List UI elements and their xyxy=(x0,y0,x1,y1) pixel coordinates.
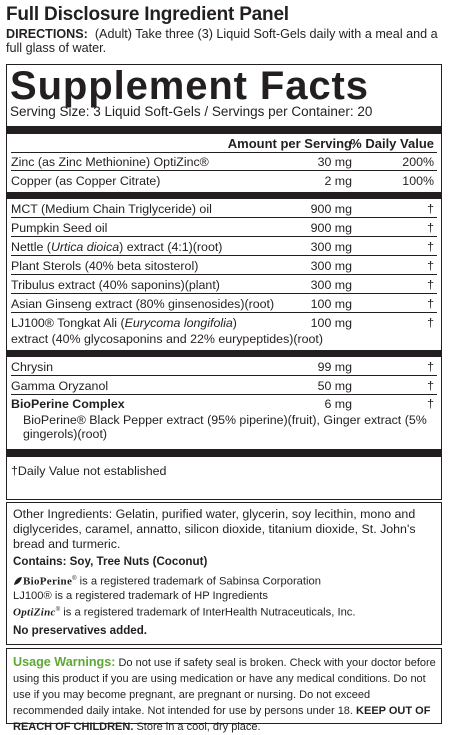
directions xyxy=(6,27,442,55)
table-row: Asian Ginseng extract (80% ginsenosides)(root) 100 mg † xyxy=(11,297,437,313)
optizinc-trademark: OptiZinc® is a registered trademark of InterHealth Nutraceuticals, Inc. xyxy=(13,606,356,619)
usage-warnings-label: Usage Warnings: xyxy=(13,655,116,669)
thick-divider xyxy=(7,449,441,457)
daily-value-footnote: †Daily Value not established xyxy=(11,464,167,478)
bioperine-complex-detail: BioPerine® Black Pepper extract (95% piperine)(fruit), Ginger extract (5% gingerols)(root) xyxy=(23,413,427,441)
supplement-facts-title: Supplement Facts xyxy=(10,64,369,108)
column-header-row xyxy=(11,137,437,153)
table-row: LJ100® Tongkat Ali (Eurycoma longifolia) extract (40% glycosaponins and 22% eurypeptides)(root) 100 mg † xyxy=(11,316,434,346)
directions-text: (Adult) Take three (3) Liquid Soft-Gels daily with a meal and a full glass of water. xyxy=(6,27,438,55)
bioperine-trademark: BioPerine® is a registered trademark of Sabinsa Corporation xyxy=(13,572,435,589)
other-ingredients-box xyxy=(6,502,442,645)
dv-header: % Daily Value xyxy=(350,136,434,151)
usage-warnings-box xyxy=(6,648,442,733)
table-row: Gamma Oryzanol 50 mg † xyxy=(11,379,437,395)
lj100-trademark: LJ100® is a registered trademark of HP Ingredients xyxy=(13,589,268,602)
leaf-icon xyxy=(13,576,23,586)
table-row: Copper (as Copper Citrate) 2 mg 100% xyxy=(11,174,434,188)
allergen-contains: Contains: Soy, Tree Nuts (Coconut) xyxy=(13,555,208,568)
supplement-facts-box xyxy=(6,64,442,500)
thick-divider xyxy=(7,350,441,357)
amount-header: Amount per Serving xyxy=(227,136,352,151)
table-row: Pumpkin Seed oil 900 mg † xyxy=(11,221,437,237)
table-row: Plant Sterols (40% beta sitosterol) 300 mg † xyxy=(11,259,437,275)
thick-divider xyxy=(7,192,441,199)
serving-info: Serving Size: 3 Liquid Soft-Gels / Servings per Container: 20 xyxy=(10,104,373,119)
no-preservatives: No preservatives added. xyxy=(13,624,148,638)
panel-title: Full Disclosure Ingredient Panel xyxy=(6,4,289,25)
usage-warnings: Usage Warnings: Do not use if safety seal is broken. Check with your doctor before using this product if you are using medication or have any medical conditions. Do not use if you may become pregnant, are pregnant or nursing. Do not exceed recommended daily intake. Not intended for use by persons under 18. KEEP OUT OF REACH OF CHILDREN. Store in a cool, dry place. xyxy=(13,655,436,733)
table-row: Zinc (as Zinc Methionine) OptiZinc® 30 mg 200% xyxy=(11,155,437,171)
table-row: BioPerine Complex 6 mg † xyxy=(11,397,434,411)
thick-divider xyxy=(7,126,441,134)
keep-out-of-reach: KEEP OUT OF REACH OF CHILDREN. xyxy=(13,705,431,733)
table-row: Nettle (Urtica dioica) extract (4:1)(root) 300 mg † xyxy=(11,240,437,256)
table-row: Chrysin 99 mg † xyxy=(11,360,437,376)
table-row: MCT (Medium Chain Triglyceride) oil 900 mg † xyxy=(11,202,437,218)
header xyxy=(6,4,442,55)
table-row: Tribulus extract (40% saponins)(plant) 300 mg † xyxy=(11,278,437,294)
other-ingredients: Other Ingredients: Gelatin, purified water, glycerin, soy lecithin, mono and diglycerides, caramel, annatto, silicon dioxide, titanium dioxide, St. John's bread and turmeric. xyxy=(13,507,416,551)
directions-label: DIRECTIONS: xyxy=(6,27,88,41)
